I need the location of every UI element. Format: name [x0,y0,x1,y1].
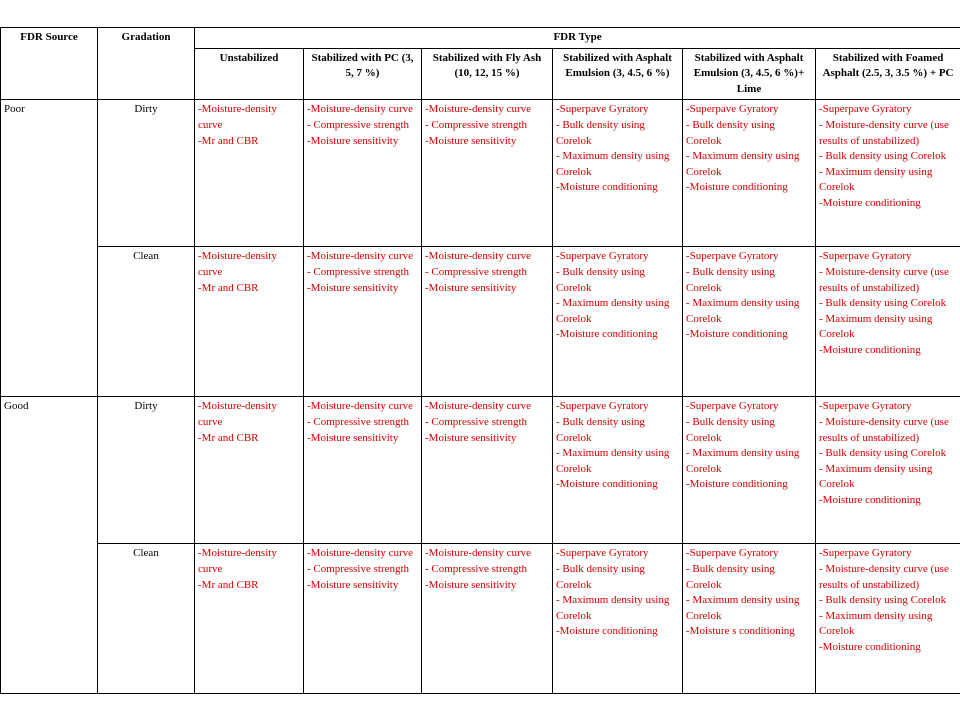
test-method-item: - Compressive strength [425,562,528,575]
test-method-item: -Superpave Gyratory [819,250,912,263]
test-method-item: - Bulk density using Corelok [556,415,645,444]
gradation-cell: Clean [98,247,195,397]
header-col-asphalt-emulsion-lime: Stabilized with Asphalt Emulsion (3, 4.5, 6 %)+ Lime [683,48,816,100]
test-method-item: - Compressive strength [425,415,528,428]
test-method-item: -Moisture-density curve [307,103,413,116]
test-method-item: -Moisture sensitivity [425,431,517,444]
test-method-item: -Moisture-density curve [425,103,531,116]
test-method-item: - Moisture-density curve (use results of unstabilized) [819,415,949,444]
test-method-item: - Compressive strength [425,118,528,131]
test-method-item: -Moisture sensitivity [307,578,399,591]
test-method-item: -Moisture-density curve [198,400,277,428]
header-col-foamed-asphalt: Stabilized with Foamed Asphalt (2.5, 3, 3.5 %) + PC [816,48,960,100]
test-method-cell [816,247,960,397]
test-method-item: - Compressive strength [307,118,410,131]
fdr-source-cell: Poor [1,100,98,397]
test-method-item: -Superpave Gyratory [556,103,649,116]
test-method-cell [304,100,422,247]
test-method-item: - Bulk density using Corelok [686,118,775,147]
test-method-item: -Mr and CBR [198,431,259,444]
test-method-item: - Maximum density using Corelok [819,165,933,194]
test-method-item: - Maximum density using Corelok [556,447,670,475]
test-method-cell [683,247,816,397]
fdr-testing-table [0,27,960,694]
test-method-item: -Superpave Gyratory [686,400,779,413]
test-method-cell [816,100,960,247]
gradation-cell: Clean [98,544,195,694]
test-method-item: - Maximum density using Corelok [556,150,670,178]
test-method-item: - Bulk density using Corelok [819,447,947,460]
header-col-pc: Stabilized with PC (3, 5, 7 %) [304,48,422,100]
test-method-item: -Superpave Gyratory [819,547,912,560]
test-method-item: -Moisture-density curve [307,547,413,560]
test-method-item: - Moisture-density curve (use results of unstabilized) [819,118,949,147]
test-method-cell [553,100,683,247]
test-method-item: - Maximum density using Corelok [819,462,933,491]
test-method-item: - Compressive strength [307,415,410,428]
test-method-item: - Maximum density using Corelok [556,297,670,325]
test-method-cell [195,100,304,247]
test-method-cell [816,397,960,544]
test-method-cell [553,397,683,544]
test-method-item: - Compressive strength [307,265,410,278]
test-method-item: -Moisture sensitivity [425,281,517,294]
test-method-item: - Moisture-density curve (use results of unstabilized) [819,265,949,294]
header-gradation: Gradation [98,28,195,100]
test-method-item: - Bulk density using Corelok [819,594,947,607]
gradation-cell: Dirty [98,397,195,544]
test-method-item: - Maximum density using Corelok [686,447,800,475]
table-row [1,397,960,544]
test-method-item: - Bulk density using Corelok [686,265,775,294]
test-method-item: -Superpave Gyratory [556,250,649,263]
test-method-item: -Superpave Gyratory [686,547,779,560]
header-fdr-type: FDR Type [195,28,960,49]
test-method-item: -Moisture sensitivity [425,134,517,147]
table-row [1,544,960,694]
test-method-item: -Superpave Gyratory [686,250,779,263]
test-method-cell [304,247,422,397]
test-method-item: -Moisture-density curve [307,250,413,263]
test-method-item: - Maximum density using Corelok [819,312,933,341]
test-method-item: -Superpave Gyratory [819,103,912,116]
test-method-item: -Moisture-density curve [198,250,277,278]
table-row [1,100,960,247]
test-method-item: - Bulk density using Corelok [556,265,645,294]
test-method-cell [683,100,816,247]
test-method-item: - Maximum density using Corelok [686,150,800,178]
test-method-item: -Mr and CBR [198,281,259,294]
test-method-item: -Superpave Gyratory [556,400,649,413]
test-method-cell [195,397,304,544]
test-method-item: - Compressive strength [425,265,528,278]
test-method-item: - Bulk density using Corelok [686,562,775,591]
test-method-item: -Moisture conditioning [556,328,658,341]
test-method-item: -Moisture sensitivity [425,578,517,591]
test-method-item: - Compressive strength [307,562,410,575]
test-method-item: - Maximum density using Corelok [556,594,670,622]
gradation-cell: Dirty [98,100,195,247]
test-method-cell [195,544,304,694]
header-col-unstabilized: Unstabilized [195,48,304,100]
test-method-item: -Moisture conditioning [686,181,788,194]
test-method-item: -Moisture conditioning [686,478,788,491]
test-method-item: - Moisture-density curve (use results of unstabilized) [819,562,949,591]
test-method-cell [422,397,553,544]
test-method-item: -Moisture sensitivity [307,431,399,444]
test-method-item: -Moisture-density curve [307,400,413,413]
test-method-item: -Moisture conditioning [556,181,658,194]
test-method-cell [304,397,422,544]
test-method-cell [304,544,422,694]
table-row [1,247,960,397]
test-method-item: -Superpave Gyratory [556,547,649,560]
header-col-fly-ash: Stabilized with Fly Ash (10, 12, 15 %) [422,48,553,100]
test-method-item: - Bulk density using Corelok [686,415,775,444]
test-method-item: -Mr and CBR [198,578,259,591]
header-col-asphalt-emulsion: Stabilized with Asphalt Emulsion (3, 4.5, 6 %) [553,48,683,100]
test-method-item: -Moisture conditioning [819,493,921,506]
test-method-item: -Moisture sensitivity [307,281,399,294]
test-method-item: - Maximum density using Corelok [686,297,800,325]
test-method-item: -Superpave Gyratory [819,400,912,413]
test-method-item: -Moisture-density curve [198,547,277,575]
test-method-item: -Moisture-density curve [425,250,531,263]
test-method-item: -Moisture conditioning [819,196,921,209]
test-method-cell [422,544,553,694]
test-method-item: -Moisture sensitivity [307,134,399,147]
test-method-item: - Bulk density using Corelok [819,297,947,310]
test-method-item: - Bulk density using Corelok [556,118,645,147]
test-method-item: -Moisture conditioning [686,328,788,341]
test-method-item: - Bulk density using Corelok [819,150,947,163]
test-method-cell [683,397,816,544]
header-fdr-source: FDR Source [1,28,98,100]
test-method-item: -Superpave Gyratory [686,103,779,116]
fdr-source-cell: Good [1,397,98,694]
test-method-item: -Moisture conditioning [556,625,658,638]
test-method-cell [553,544,683,694]
test-method-item: - Bulk density using Corelok [556,562,645,591]
test-method-item: -Moisture s conditioning [686,625,795,638]
test-method-cell [422,247,553,397]
test-method-item: -Moisture conditioning [556,478,658,491]
test-method-item: - Maximum density using Corelok [686,594,800,622]
test-method-item: -Moisture-density curve [198,103,277,131]
test-method-cell [816,544,960,694]
test-method-cell [195,247,304,397]
test-method-item: -Moisture-density curve [425,400,531,413]
test-method-item: -Moisture conditioning [819,640,921,653]
test-method-cell [683,544,816,694]
test-method-item: -Moisture conditioning [819,343,921,356]
test-method-item: - Maximum density using Corelok [819,609,933,638]
test-method-item: -Moisture-density curve [425,547,531,560]
test-method-cell [553,247,683,397]
test-method-cell [422,100,553,247]
test-method-item: -Mr and CBR [198,134,259,147]
